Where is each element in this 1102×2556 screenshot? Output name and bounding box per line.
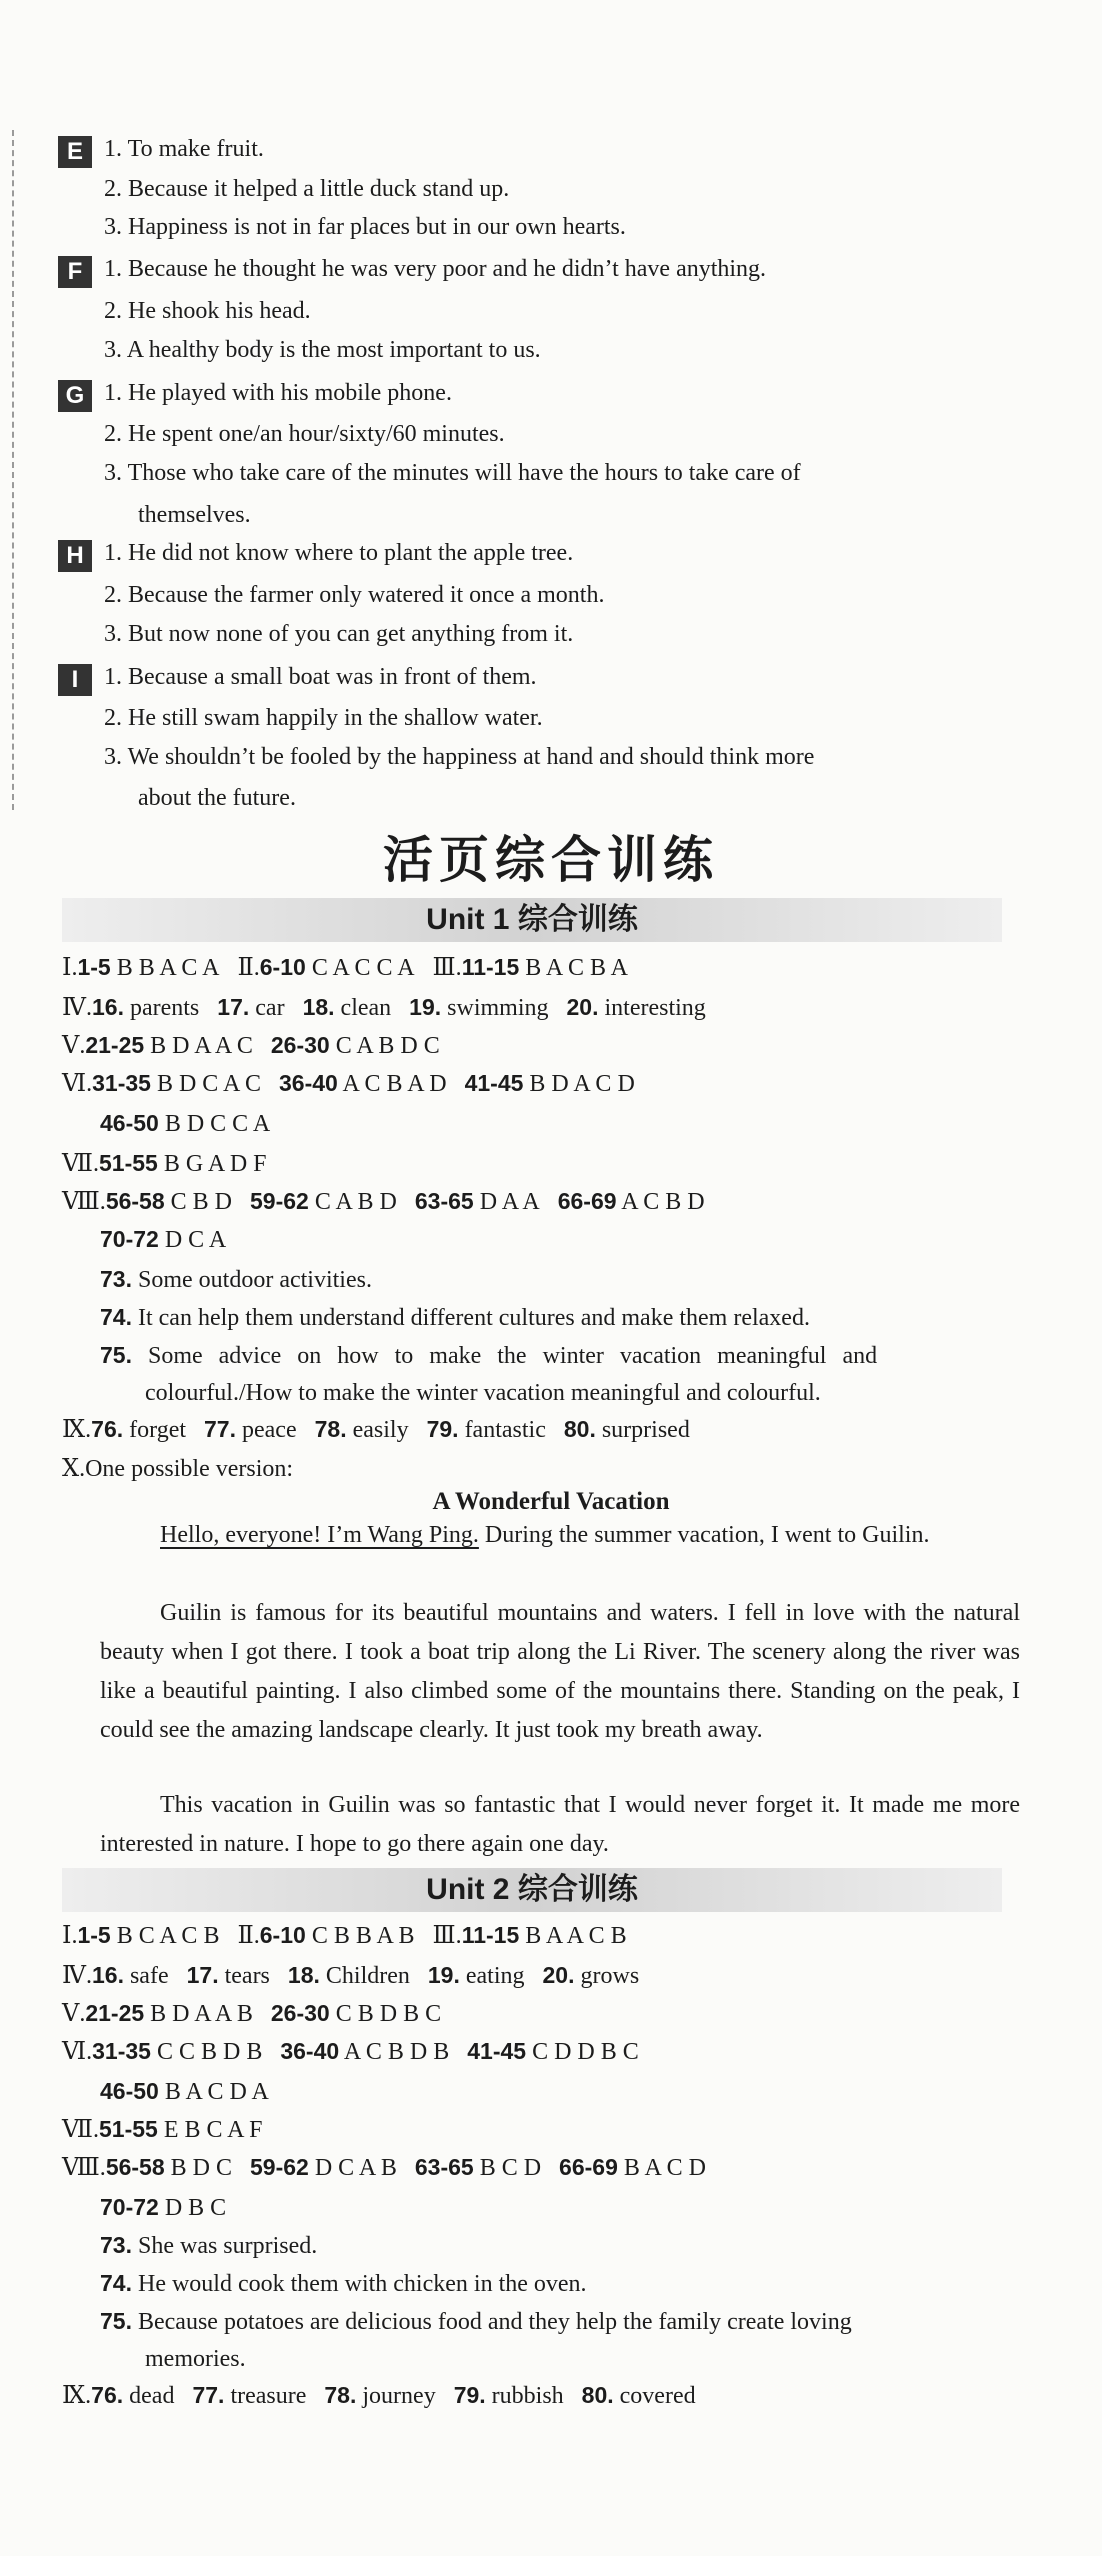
- unit2-row-7: [62, 2152, 706, 2183]
- roman-numeral: Ⅴ.: [62, 1033, 86, 1059]
- range: 51-55: [98, 1150, 158, 1176]
- q-number: 76.: [91, 2382, 124, 2408]
- q-number: 80.: [563, 1416, 596, 1442]
- q-number: 78.: [324, 2382, 357, 2408]
- answers: B A C B A: [525, 955, 628, 981]
- answer-text: Some advice on how to make the winter vacation meaningful and: [147, 1343, 878, 1369]
- range: 41-45: [467, 2038, 527, 2064]
- section-g-item-3-cont: themselves.: [138, 502, 251, 528]
- answer-word: interesting: [604, 995, 706, 1021]
- answers: B D A C D: [529, 1071, 635, 1097]
- item-number: 2.: [104, 582, 122, 608]
- item-number: 3.: [104, 621, 122, 647]
- unit1-header: [62, 898, 1002, 942]
- answer-word: swimming: [447, 995, 549, 1021]
- section-i-item-1: [104, 662, 537, 692]
- roman-numeral: Ⅶ.: [62, 1151, 99, 1177]
- section-g-item-1: [104, 378, 452, 408]
- answer-text: He would cook them with chicken in the oven.: [137, 2271, 587, 2297]
- section-i-item-3-cont: about the future.: [138, 785, 296, 811]
- roman-numeral: Ⅷ.: [62, 1189, 106, 1215]
- essay-text: During the summer vacation, I went to Guilin.: [478, 1522, 930, 1548]
- q-number: 19.: [427, 1962, 460, 1988]
- q-number: 74.: [100, 2270, 132, 2296]
- range: 6-10: [259, 954, 306, 980]
- answers: C A C C A: [311, 955, 415, 981]
- unit1-row-7: [62, 1186, 705, 1217]
- section-i-item-3: [104, 742, 814, 772]
- answers: D B C: [164, 2195, 227, 2221]
- answer-word: treasure: [230, 2383, 307, 2409]
- answers: D C A: [164, 1227, 227, 1253]
- answer-text: She was surprised.: [137, 2233, 318, 2259]
- range: 31-35: [92, 2038, 151, 2064]
- roman-numeral: Ⅵ.: [62, 1071, 93, 1097]
- range: 70-72: [100, 2194, 159, 2220]
- range: 6-10: [259, 1922, 306, 1948]
- answer-word: tears: [224, 1963, 270, 1989]
- range: 56-58: [105, 2154, 165, 2180]
- q-number: 18.: [287, 1962, 320, 1988]
- range: 41-45: [464, 1070, 524, 1096]
- range: 1-5: [77, 954, 111, 980]
- answers: B A A C B: [525, 1923, 627, 1949]
- answer-word: grows: [580, 1963, 640, 1989]
- item-text: But now none of you can get anything from it.: [128, 621, 574, 647]
- roman-numeral: Ⅷ.: [62, 2155, 106, 2181]
- range: 1-5: [77, 1922, 111, 1948]
- unit1-row-3: [62, 1030, 440, 1061]
- unit1-row-6: [62, 1148, 267, 1179]
- answers: B D C C A: [164, 1111, 271, 1137]
- roman-numeral: Ⅵ.: [62, 2039, 93, 2065]
- unit1-row-4: [62, 1068, 635, 1099]
- answer-word: journey: [362, 2383, 436, 2409]
- unit2-row-3: [62, 1998, 441, 2029]
- range: 11-15: [461, 1922, 520, 1948]
- section-f-item-1: [104, 254, 766, 284]
- item-text: To make fruit.: [127, 136, 264, 162]
- answers: A C B A D: [342, 1071, 447, 1097]
- range: 26-30: [270, 1032, 330, 1058]
- section-e-item-3: [104, 212, 626, 242]
- unit1-row-1: [62, 952, 628, 983]
- answers: B D C A C: [156, 1071, 262, 1097]
- answers: B C A C B: [116, 1923, 220, 1949]
- answers: B G A D F: [163, 1151, 267, 1177]
- q-number: 73.: [100, 2232, 132, 2258]
- section-h-badge: H: [58, 540, 92, 572]
- q-number: 19.: [409, 994, 442, 1020]
- section-i-item-2: [104, 703, 543, 733]
- range: 63-65: [414, 1188, 474, 1214]
- item-number: 3.: [104, 214, 122, 240]
- answer-word: surprised: [601, 1417, 690, 1443]
- page-title: 活页综合训练: [383, 831, 719, 889]
- q-number: 74.: [100, 1304, 132, 1330]
- q-number: 75.: [100, 2308, 132, 2334]
- item-number: 3.: [104, 337, 122, 363]
- item-text: He did not know where to plant the apple tree.: [128, 540, 574, 566]
- item-text: Happiness is not in far places but in our own hearts.: [128, 214, 626, 240]
- answer-word: clean: [340, 995, 392, 1021]
- unit1-row-2: [62, 992, 706, 1023]
- unit1-row-5: [100, 1108, 270, 1139]
- answers: B A C D A: [164, 2079, 269, 2105]
- range: 31-35: [92, 1070, 151, 1096]
- roman-numeral: Ⅳ.: [62, 995, 92, 1021]
- section-e-item-2: [104, 174, 509, 204]
- unit2-q75-cont: memories.: [145, 2346, 246, 2372]
- answer-word: easily: [352, 1417, 409, 1443]
- answer-text: It can help them understand different cultures and make them relaxed.: [137, 1305, 810, 1331]
- answers: D A A: [479, 1189, 540, 1215]
- range: 70-72: [100, 1226, 159, 1252]
- unit1-title: Unit 1 综合训练: [426, 903, 638, 936]
- section-h-item-2: [104, 580, 604, 610]
- unit2-row-5: [100, 2076, 269, 2107]
- answers: B D C: [170, 2155, 232, 2181]
- answers: B A C D: [623, 2155, 706, 2181]
- section-g-item-2: [104, 419, 505, 449]
- roman-numeral: Ⅳ.: [62, 1963, 92, 1989]
- roman-numeral: Ⅲ.: [432, 955, 462, 981]
- roman-numeral: Ⅱ.: [237, 955, 260, 981]
- roman-numeral: Ⅸ.: [62, 1417, 92, 1443]
- range: 66-69: [559, 2154, 618, 2180]
- range: 66-69: [557, 1188, 617, 1214]
- answer-word: fantastic: [464, 1417, 546, 1443]
- answers: D C A B: [314, 2155, 397, 2181]
- range: 59-62: [250, 2154, 309, 2180]
- answer-word: forget: [129, 1417, 187, 1443]
- unit1-row-8: [100, 1224, 226, 1255]
- item-number: 3.: [104, 744, 122, 770]
- item-number: 2.: [104, 421, 122, 447]
- answers: B D A A C: [150, 1033, 253, 1059]
- q-number: 17.: [186, 1962, 219, 1988]
- answers: B B A C A: [116, 955, 220, 981]
- unit2-row-2: [62, 1960, 639, 1991]
- range: 56-58: [105, 1188, 165, 1214]
- item-number: 3.: [104, 460, 122, 486]
- roman-numeral: Ⅰ.: [62, 1923, 78, 1949]
- item-number: 1.: [104, 256, 122, 282]
- roman-numeral: Ⅲ.: [432, 1923, 462, 1949]
- answer-word: Children: [325, 1963, 410, 1989]
- range: 63-65: [414, 2154, 474, 2180]
- unit2-row-8: [100, 2192, 226, 2223]
- range: 59-62: [250, 1188, 309, 1214]
- essay-title: A Wonderful Vacation: [432, 1488, 670, 1515]
- unit2-row-4: [62, 2036, 639, 2067]
- item-text: Because it helped a little duck stand up.: [128, 176, 510, 202]
- item-text: Because a small boat was in front of them.: [128, 664, 537, 690]
- item-text: He played with his mobile phone.: [128, 380, 452, 406]
- item-number: 1.: [104, 540, 122, 566]
- unit2-title: Unit 2 综合训练: [426, 1873, 638, 1906]
- item-number: 1.: [104, 664, 122, 690]
- roman-numeral: Ⅶ.: [62, 2117, 99, 2143]
- item-text: A healthy body is the most important to us.: [126, 337, 541, 363]
- q-number: 17.: [217, 994, 250, 1020]
- section-h-item-1: [104, 538, 573, 568]
- item-text: He still swam happily in the shallow water.: [128, 705, 543, 731]
- q-number: 20.: [566, 994, 599, 1020]
- item-text: We shouldn’t be fooled by the happiness at hand and should think more: [127, 744, 815, 770]
- section-f-item-3: [104, 335, 541, 365]
- answers: A C B D: [621, 1189, 705, 1215]
- answer-word: dead: [129, 2383, 175, 2409]
- answers: C B B A B: [311, 1923, 415, 1949]
- item-text: Because the farmer only watered it once a month.: [128, 582, 605, 608]
- unit2-q74: [100, 2268, 587, 2299]
- item-text: Because he thought he was very poor and he didn’t have anything.: [128, 256, 767, 282]
- answers: C B D: [170, 1189, 232, 1215]
- answer-word: safe: [129, 1963, 169, 1989]
- unit2-header: [62, 1868, 1002, 1912]
- item-number: 1.: [104, 380, 122, 406]
- answer-word: peace: [242, 1417, 297, 1443]
- q-number: 18.: [302, 994, 335, 1020]
- essay-paragraph-1: [100, 1516, 1020, 1555]
- section-g-badge: G: [58, 380, 92, 412]
- unit1-row-9: [62, 1414, 690, 1445]
- item-number: 2.: [104, 176, 122, 202]
- item-text: Those who take care of the minutes will have the hours to take care of: [127, 460, 801, 486]
- range: 21-25: [85, 1032, 145, 1058]
- answer-word: rubbish: [491, 2383, 564, 2409]
- item-text: He spent one/an hour/sixty/60 minutes.: [128, 421, 505, 447]
- answer-word: eating: [465, 1963, 525, 1989]
- essay-paragraph-3: This vacation in Guilin was so fantastic that I would never forget it. It made me more interested in nature. I hope to go there again one day.: [100, 1792, 1020, 1857]
- range: 46-50: [100, 1110, 159, 1136]
- q-number: 79.: [453, 2382, 486, 2408]
- q-number: 75.: [100, 1342, 132, 1368]
- q-number: 20.: [542, 1962, 575, 1988]
- answer-word: covered: [619, 2383, 696, 2409]
- section-f-badge: F: [58, 256, 92, 288]
- section-e-badge: E: [58, 136, 92, 168]
- roman-numeral: Ⅴ.: [62, 2001, 86, 2027]
- answer-word: parents: [129, 995, 200, 1021]
- item-number: 2.: [104, 705, 122, 731]
- answers: E B C A F: [163, 2117, 263, 2143]
- answers: C A B D: [314, 1189, 397, 1215]
- range: 51-55: [98, 2116, 158, 2142]
- dashed-margin-line: [12, 130, 14, 810]
- unit1-row-10: Ⅹ.One possible version:: [62, 1456, 294, 1482]
- unit2-row-9: [62, 2380, 696, 2411]
- answer-text: Some outdoor activities.: [137, 1267, 372, 1293]
- roman-numeral: Ⅸ.: [62, 2383, 92, 2409]
- range: 21-25: [85, 2000, 145, 2026]
- item-number: 2.: [104, 298, 122, 324]
- unit1-q75: [100, 1340, 877, 1371]
- answers: B D A A B: [150, 2001, 253, 2027]
- answers: C C B D B: [156, 2039, 263, 2065]
- item-text: He shook his head.: [128, 298, 311, 324]
- unit1-q73: [100, 1264, 372, 1295]
- answers: C A B D C: [335, 1033, 440, 1059]
- answers: A C B D B: [343, 2039, 450, 2065]
- unit1-q74: [100, 1302, 810, 1333]
- range: 36-40: [280, 2038, 340, 2064]
- roman-numeral: Ⅰ.: [62, 955, 78, 981]
- q-number: 76.: [91, 1416, 124, 1442]
- section-e-item-1: [104, 134, 264, 164]
- q-number: 77.: [192, 2382, 225, 2408]
- unit2-q75: [100, 2306, 852, 2337]
- unit2-row-6: [62, 2114, 263, 2145]
- roman-numeral: Ⅱ.: [237, 1923, 260, 1949]
- section-i-badge: I: [58, 664, 92, 696]
- q-number: 80.: [581, 2382, 614, 2408]
- range: 11-15: [461, 954, 520, 980]
- range: 46-50: [100, 2078, 159, 2104]
- essay-underlined-greeting: Hello, everyone! I’m Wang Ping.: [160, 1522, 479, 1548]
- section-g-item-3: [104, 458, 801, 488]
- q-number: 16.: [91, 1962, 124, 1988]
- q-number: 77.: [204, 1416, 236, 1442]
- q-number: 79.: [426, 1416, 459, 1442]
- section-f-item-2: [104, 296, 311, 326]
- section-h-item-3: [104, 619, 573, 649]
- answers: B C D: [479, 2155, 542, 2181]
- item-number: 1.: [104, 136, 122, 162]
- answers: C D D B C: [532, 2039, 639, 2065]
- unit2-row-1: [62, 1920, 627, 1951]
- essay-paragraph-2: Guilin is famous for its beautiful mountains and waters. I fell in love with the natural beauty when I got there. I took a boat trip along the Li River. The scenery along the river was like a beautiful painting. I also climbed some of the mountains there. Standing on the peak, I could see the amazing landscape clearly. It just took my breath away.: [100, 1600, 1020, 1743]
- answers: C B D B C: [335, 2001, 442, 2027]
- q-number: 78.: [314, 1416, 347, 1442]
- unit2-q73: [100, 2230, 317, 2261]
- answer-word: car: [255, 995, 285, 1021]
- q-number: 73.: [100, 1266, 132, 1292]
- range: 36-40: [279, 1070, 338, 1096]
- unit1-q75-cont: colourful./How to make the winter vacation meaningful and colourful.: [145, 1380, 821, 1406]
- answer-text: Because potatoes are delicious food and they help the family create loving: [137, 2309, 852, 2335]
- range: 26-30: [270, 2000, 330, 2026]
- q-number: 16.: [91, 994, 124, 1020]
